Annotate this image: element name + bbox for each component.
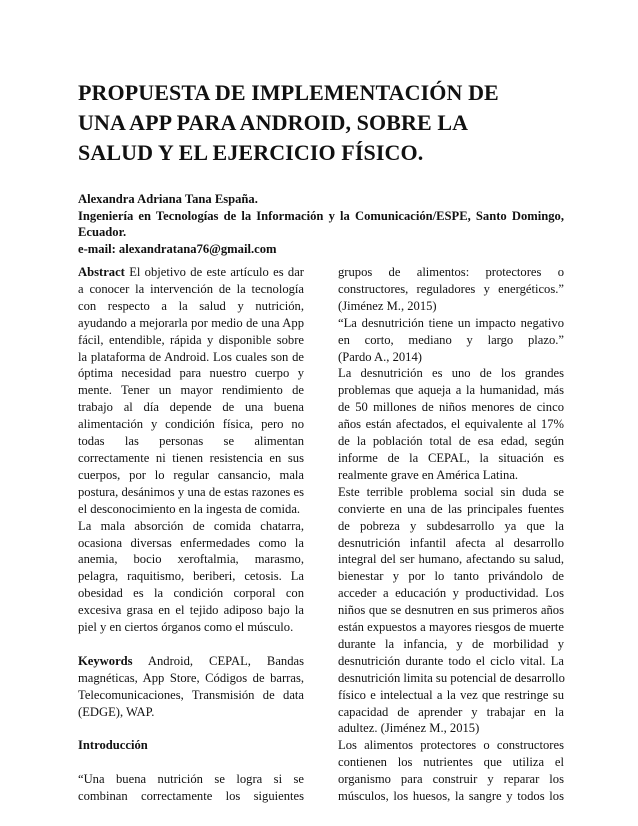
body-text-line: realmente grave en América Latina. [338, 467, 519, 482]
abstract-text-line: fácil, entendible, rápida y disponible sobre [78, 332, 304, 347]
body-text-line: integral del ser humano, afectando su salud, [338, 552, 564, 567]
author-name: Alexandra Adriana Tana España. [78, 192, 258, 206]
author-block [78, 191, 564, 257]
abstract-text-line: la plataforma de Android. Los cuales son de [78, 349, 304, 364]
intro-heading: Introducción [78, 738, 148, 753]
keywords-label: Keywords [78, 653, 133, 668]
body-text-line: en corto, mediano y largo plazo.” [338, 332, 564, 347]
abstract-text-line: correctamente ni tienen resistencia en sus [78, 450, 304, 465]
citation-line: adultez. (Jiménez M., 2015) [338, 721, 480, 736]
body-text-line: niños que se desnutren en sus primeros años [338, 603, 564, 618]
right-column [338, 264, 564, 805]
affiliation-line: Ingeniería en Tecnologías de la Información y la Comunicación/ESPE, Santo Domingo, [78, 208, 564, 223]
abstract-text-line: óptima necesidad para nuestro cuerpo y [78, 366, 304, 381]
keywords-text-line: Android, CEPAL, Bandas [147, 653, 304, 668]
abstract-text-line: todas las personas se alimentan [78, 434, 304, 449]
body-text-line: de 50 millones de niños menores de cinco [338, 400, 564, 415]
abstract-text-line: ayudando a mejorarla por medio de una App [78, 315, 304, 330]
abstract-text-line: postura, desánimos y una de estas razones es [78, 484, 304, 499]
abstract-text-line: piel y en ciertos órganos como el músculo. [78, 620, 294, 635]
abstract-text-line: anemia, bocio xeroftalmia, marasmo, [78, 552, 304, 567]
body-text-line: organismo para construir y reparar los [338, 772, 564, 787]
keywords-text-line: Telecomunicaciones, Transmisión de data [78, 687, 304, 702]
abstract-label: Abstract [78, 265, 125, 279]
paper-title [78, 78, 578, 168]
keywords-text-line: (EDGE), WAP. [78, 704, 155, 719]
body-text-line: La desnutrición es uno de los grandes [338, 366, 564, 381]
abstract-text-line: a conocer la intervención de la tecnología [78, 281, 304, 296]
abstract-text-line: cuerpos, por lo regular cansancio, mala [78, 467, 304, 482]
intro-text-line: combinan correctamente los siguientes [78, 789, 304, 804]
keywords-first-line [78, 653, 304, 670]
paragraph-gap [78, 720, 304, 737]
affiliation-line: Ecuador. [78, 225, 127, 239]
body-text-line: físico e intelectual a la vez que restringe su [338, 687, 564, 702]
abstract-text-line: pelagra, raquitismo, beriberi, cetosis. La [78, 569, 304, 584]
abstract-text-line: mente. Tener un mayor rendimiento de [78, 383, 304, 398]
abstract-first-line [78, 264, 304, 281]
body-text-line: “La desnutrición tiene un impacto negativo [338, 315, 564, 330]
body-text-line: informe de la CEPAL, la situación es [338, 450, 564, 465]
body-text-line: Los alimentos protectores o constructores [338, 738, 564, 753]
body-text-line: de la población total de esa edad, según [338, 434, 564, 449]
abstract-text-line: ocasiona diversas enfermedades como la [78, 535, 304, 550]
body-text-line: años están afectados, el equivalente al 17% [338, 417, 564, 432]
abstract-text-line: trabajo al día depende de una buena [78, 400, 304, 415]
abstract-text-line: el desconocimiento en la ingesta de comida. [78, 501, 301, 516]
abstract-text-line: La mala absorción de comida chatarra, [78, 518, 304, 533]
body-text-line: músculos, los huesos, la sangre y todos los [338, 789, 564, 804]
abstract-text-line: obesidad es la condición corporal con [78, 586, 304, 601]
title-line: SALUD Y EL EJERCICIO FÍSICO. [78, 140, 424, 165]
abstract-text-line: El objetivo de este artículo es dar [129, 265, 304, 279]
citation-line: (Pardo A., 2014) [338, 349, 422, 364]
body-text-line: de pobreza y subdesarrollo ya que la [338, 518, 564, 533]
abstract-text-line: excesiva grasa en el tejido adiposo bajo la [78, 603, 304, 618]
title-line: UNA APP PARA ANDROID, SOBRE LA [78, 110, 469, 135]
body-text-line: están expuestos a mayores riesgos de muerte [338, 620, 564, 635]
left-column [78, 264, 304, 805]
body-text-line: convierte en una de las principales fuentes [338, 501, 564, 516]
body-text-line: acceder a educación y productividad. Los [338, 586, 564, 601]
abstract-text-line: alimentación y condición física, pero no [78, 417, 304, 432]
title-line: PROPUESTA DE IMPLEMENTACIÓN DE [78, 80, 499, 105]
abstract-text-line: con respecto a la salud y nutrición, [78, 298, 304, 313]
intro-text-line: “Una buena nutrición se logra si se [78, 772, 304, 787]
body-text-line: grupos de alimentos: protectores o [338, 265, 564, 279]
paragraph-gap [78, 754, 304, 771]
body-text-line: bienestar y por lo tanto privándolo de [338, 569, 564, 584]
body-text-line: desnutrición limita su potencial de desarrollo [338, 670, 565, 685]
body-text-line: durante la infancia, y de morbilidad y [338, 636, 564, 651]
citation-line: (Jiménez M., 2015) [338, 298, 437, 313]
body-text-line: Este terrible problema social sin duda se [338, 484, 564, 499]
body-text-line: desnutrición durante todo el ciclo vital. La [338, 653, 564, 668]
keywords-text-line: magnéticas, App Store, Códigos de barras, [78, 670, 304, 685]
body-text-line: problemas que aqueja a la humanidad, más [338, 383, 564, 398]
body-text-line: constructores, reguladores y energéticos.” [338, 281, 564, 296]
paragraph-gap [78, 636, 304, 653]
body-text-line: desnutrición infantil afecta al desarrollo [338, 535, 564, 550]
author-email: e-mail: alexandratana76@gmail.com [78, 241, 277, 256]
body-text-line: capacidad de aprender y trabajar en la [338, 704, 564, 719]
body-text-line: contienen los nutrientes que utiliza el [338, 755, 564, 770]
